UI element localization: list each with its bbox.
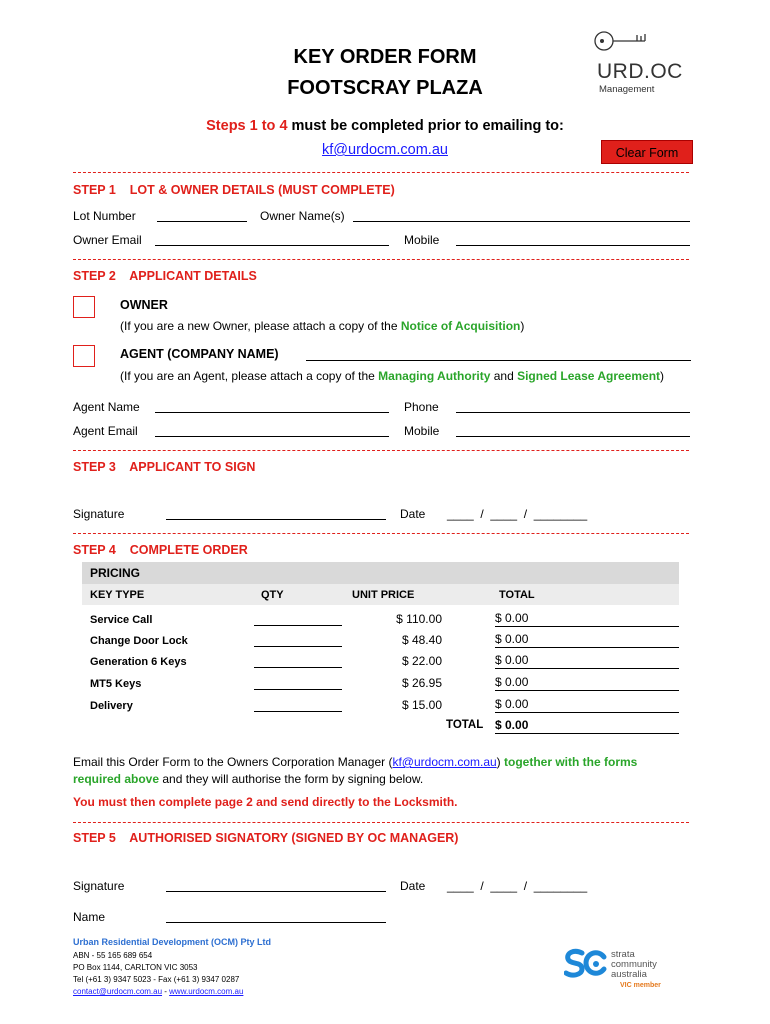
agent-phone-field[interactable]: [456, 400, 690, 413]
oc-signature-label: Signature: [73, 879, 125, 893]
notice-of-acquisition: Notice of Acquisition: [400, 319, 521, 333]
applicant-date-field[interactable]: ____ / ____ / ________: [447, 507, 588, 521]
footer-abn: ABN - 55 165 689 654: [73, 951, 153, 960]
footer-separator: -: [162, 987, 170, 996]
owner-mobile-field[interactable]: [456, 233, 690, 246]
row-total: $ 0.00: [495, 632, 679, 648]
footer-company: Urban Residential Development (OCM) Pty Ltd: [73, 937, 272, 947]
together-with-forms: together with the forms: [504, 755, 638, 769]
table-row-label: Change Door Lock: [90, 635, 188, 647]
table-row-label: Delivery: [90, 700, 133, 712]
agent-name-label: Agent Name: [73, 400, 140, 414]
row-total: $ 0.00: [495, 653, 679, 669]
owner-names-field[interactable]: [353, 209, 690, 222]
grand-total-label: TOTAL: [446, 719, 484, 731]
owner-email-field[interactable]: [155, 233, 389, 246]
agent-email-label: Agent Email: [73, 424, 138, 438]
email-link[interactable]: kf@urdocm.com.au: [322, 142, 448, 158]
footer-email-link[interactable]: contact@urdocm.com.au: [73, 987, 163, 996]
email-instructions-end: and they will authorise the form by signing below.: [159, 772, 424, 786]
agent-option-label: AGENT (COMPANY NAME): [120, 347, 279, 361]
row-total: $ 0.00: [495, 697, 679, 713]
company-logo: URD.OC: [597, 60, 683, 83]
agent-email-field[interactable]: [155, 424, 389, 437]
footer-tel: Tel (+61 3) 9347 5023 - Fax (+61 3) 9347 0287: [73, 975, 240, 984]
step3-heading: STEP 3 APPLICANT TO SIGN: [73, 460, 256, 474]
agent-note-text: (If you are an Agent, please attach a copy of the: [120, 369, 379, 383]
required-above: required above: [73, 772, 160, 786]
step5-heading: STEP 5 AUTHORISED SIGNATORY (SIGNED BY OC MANAGER): [73, 831, 459, 845]
owner-note-text: (If you are a new Owner, please attach a copy of the: [120, 319, 401, 333]
owner-note-close: ): [520, 319, 525, 333]
form-subtitle: FOOTSCRAY PLAZA: [287, 77, 483, 99]
divider: [73, 533, 689, 534]
unit-price: $ 48.40: [401, 633, 442, 647]
col-key-type: KEY TYPE: [90, 589, 145, 601]
table-row-label: Service Call: [90, 614, 153, 626]
step4-heading: STEP 4 COMPLETE ORDER: [73, 543, 248, 557]
divider: [73, 450, 689, 451]
oc-name-field[interactable]: [166, 910, 386, 923]
pricing-label: PRICING: [90, 566, 141, 580]
row-total: $ 0.00: [495, 675, 679, 691]
agent-name-field[interactable]: [155, 400, 389, 413]
grand-total-value: $ 0.00: [495, 718, 679, 734]
sca-logo-icon: [564, 947, 608, 979]
pricing-header-bar: [82, 562, 679, 584]
oc-manager-email-link[interactable]: kf@urdocm.com.au: [392, 755, 497, 769]
lot-number-field[interactable]: [157, 209, 247, 222]
divider: [73, 822, 689, 823]
step2-heading: STEP 2 APPLICANT DETAILS: [73, 269, 257, 283]
sca-member-badge: VIC member: [620, 982, 661, 989]
applicant-signature-field[interactable]: [166, 507, 386, 520]
divider: [73, 259, 689, 260]
owner-names-label: Owner Name(s): [260, 209, 345, 223]
key-logo-icon: [593, 30, 653, 52]
col-unit-price: UNIT PRICE: [352, 589, 415, 601]
oc-date-field[interactable]: ____ / ____ / ________: [447, 879, 588, 893]
table-row-label: MT5 Keys: [90, 678, 142, 690]
owner-mobile-label: Mobile: [404, 233, 440, 247]
agent-checkbox[interactable]: [73, 345, 95, 367]
footer-contact: [73, 987, 243, 996]
clear-form-button[interactable]: Clear Form: [601, 140, 693, 164]
agent-note: [120, 369, 664, 383]
footer-website-link[interactable]: www.urdocm.com.au: [169, 987, 244, 996]
qty-field[interactable]: [254, 613, 342, 626]
qty-field[interactable]: [254, 655, 342, 668]
applicant-date-label: Date: [400, 507, 426, 521]
qty-field[interactable]: [254, 699, 342, 712]
owner-checkbox[interactable]: [73, 296, 95, 318]
row-total: $ 0.00: [495, 611, 679, 627]
owner-option-label: OWNER: [120, 298, 168, 312]
form-title: KEY ORDER FORM: [293, 46, 477, 68]
locksmith-warning: You must then complete page 2 and send directly to the Locksmith.: [73, 795, 458, 809]
col-total: TOTAL: [499, 589, 535, 601]
unit-price: $ 110.00: [396, 612, 442, 626]
qty-field[interactable]: [254, 677, 342, 690]
email-instructions: [73, 754, 703, 788]
agent-note-and: and: [490, 369, 518, 383]
sca-line3: australia: [611, 969, 647, 980]
sca-line2: community: [611, 959, 657, 970]
applicant-signature-label: Signature: [73, 507, 125, 521]
agent-phone-label: Phone: [404, 400, 439, 414]
unit-price: $ 15.00: [401, 698, 442, 712]
lot-number-label: Lot Number: [73, 209, 136, 223]
col-qty: QTY: [261, 589, 284, 601]
agent-note-close: ): [660, 369, 665, 383]
agent-mobile-label: Mobile: [404, 424, 440, 438]
instructions-text: must be completed prior to emailing to:: [287, 118, 564, 134]
signed-lease-agreement: Signed Lease Agreement: [517, 369, 661, 383]
table-row-label: Generation 6 Keys: [90, 656, 187, 668]
email-instructions-paren: ): [496, 755, 505, 769]
oc-date-label: Date: [400, 879, 426, 893]
unit-price: $ 26.95: [401, 676, 442, 690]
owner-note: [120, 319, 524, 333]
company-logo-subtitle: Management: [599, 84, 655, 95]
step1-heading: STEP 1 LOT & OWNER DETAILS (MUST COMPLETE): [73, 183, 395, 197]
agent-company-field[interactable]: [306, 348, 691, 361]
instructions: [0, 118, 770, 134]
email-instructions-text: Email this Order Form to the Owners Corporation Manager (: [73, 755, 393, 769]
agent-mobile-field[interactable]: [456, 424, 690, 437]
managing-authority: Managing Authority: [378, 369, 491, 383]
divider: [73, 172, 689, 173]
footer-po-box: PO Box 1144, CARLTON VIC 3053: [73, 963, 198, 972]
oc-signature-field[interactable]: [166, 879, 386, 892]
qty-field[interactable]: [254, 634, 342, 647]
oc-name-label: Name: [73, 910, 106, 924]
sca-logo-text: [611, 950, 657, 980]
unit-price: $ 22.00: [401, 654, 442, 668]
instructions-steps: Steps 1 to 4: [206, 118, 288, 134]
sca-line1: strata: [611, 949, 635, 960]
owner-email-label: Owner Email: [73, 233, 142, 247]
